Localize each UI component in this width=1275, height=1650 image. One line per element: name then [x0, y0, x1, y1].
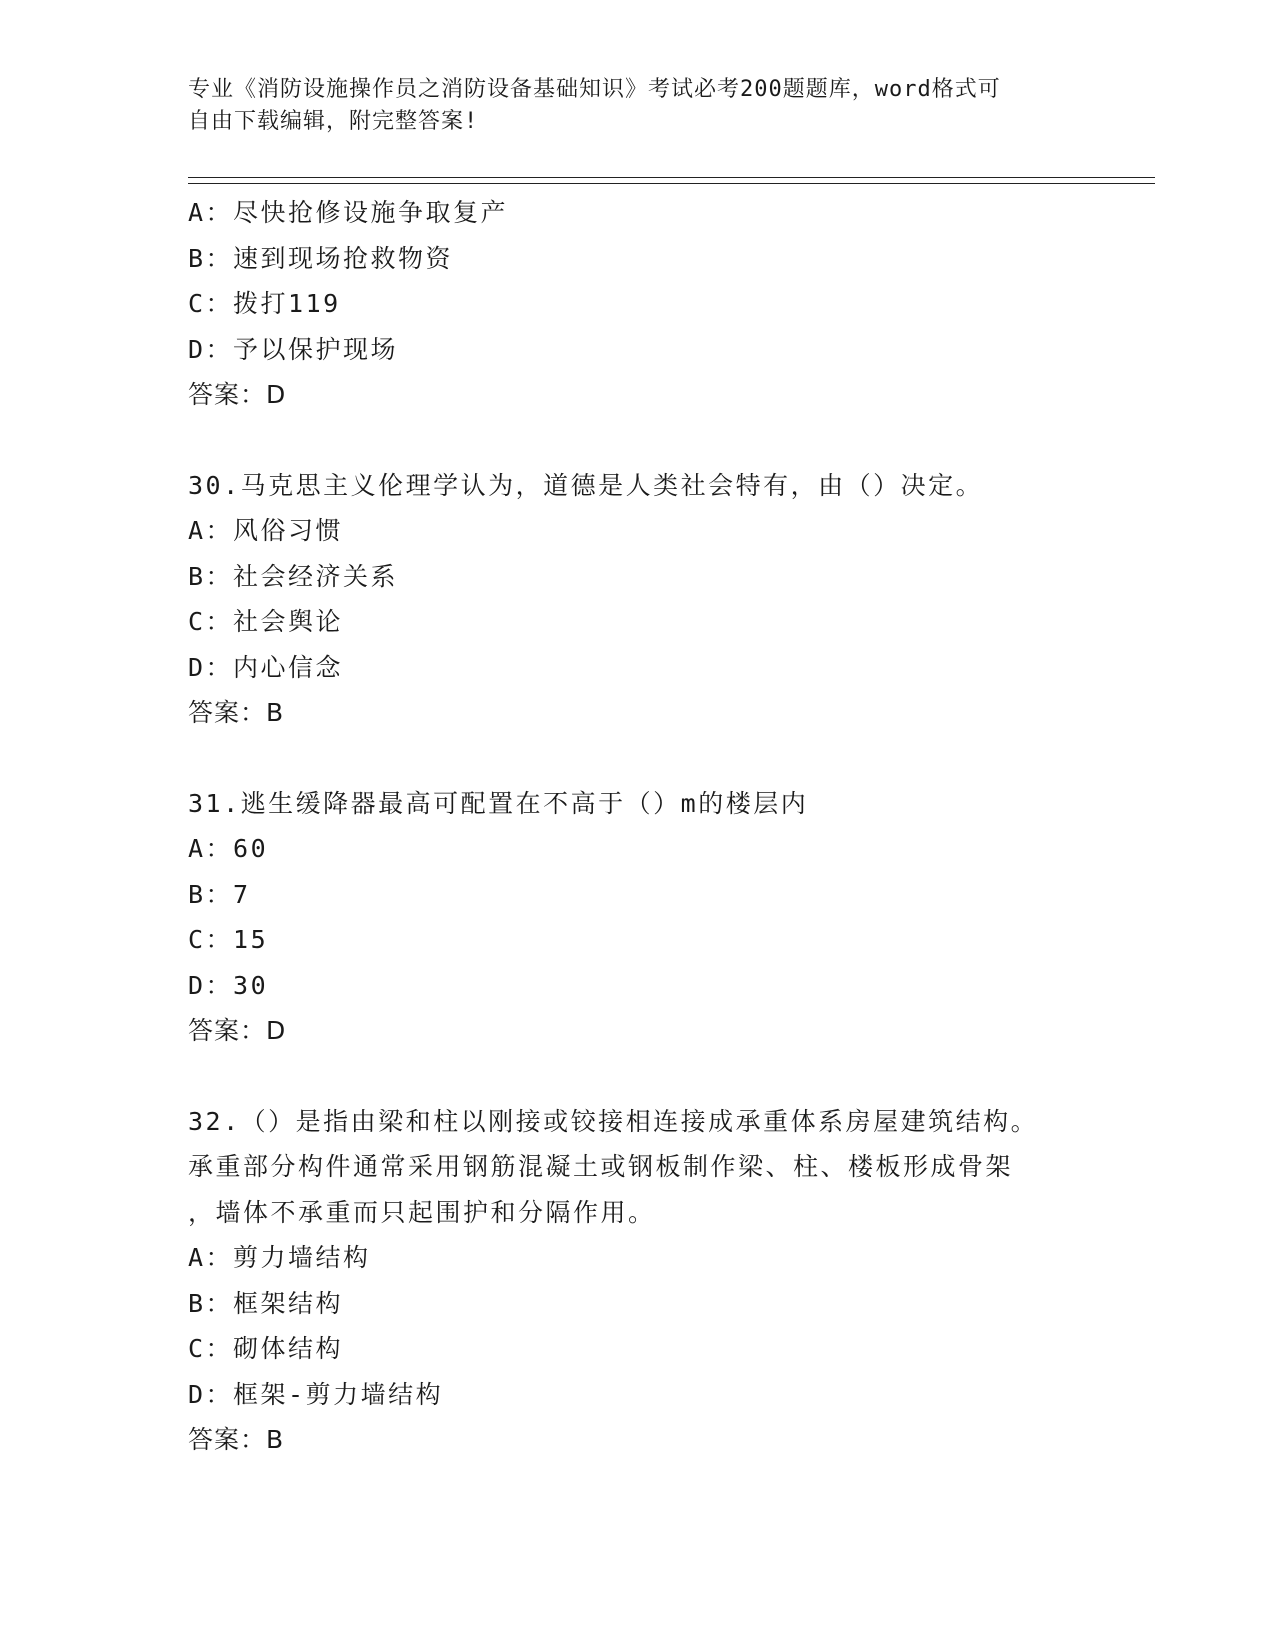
- question-block-29: [188, 190, 1148, 418]
- option-b: B：7: [188, 879, 251, 909]
- answer-line: 答案：D: [188, 1016, 287, 1045]
- option-b: B：框架结构: [188, 1288, 344, 1318]
- option-d: D：30: [188, 970, 269, 1000]
- option-d: D：框架-剪力墙结构: [188, 1379, 444, 1409]
- answer-line: 答案：B: [188, 1425, 285, 1454]
- document-header: [188, 74, 1088, 138]
- question-text: 30.马克思主义伦理学认为，道德是人类社会特有，由（）决定。: [188, 470, 984, 500]
- option-b: B：社会经济关系: [188, 561, 399, 591]
- spacer: [188, 736, 1148, 781]
- answer-line: 答案：D: [188, 380, 287, 409]
- answer-line: 答案：B: [188, 698, 285, 727]
- question-text-line-3: ，墙体不承重而只起围护和分隔作用。: [188, 1197, 656, 1227]
- spacer: [188, 418, 1148, 463]
- option-a: A：尽快抢修设施争取复产: [188, 198, 509, 227]
- question-block-31: [188, 781, 1148, 1054]
- option-c: C：15: [188, 925, 269, 954]
- header-divider-bottom: [188, 183, 1155, 184]
- option-a: A：60: [188, 834, 269, 863]
- question-list: [188, 190, 1148, 1463]
- header-line-1: 专业《消防设施操作员之消防设备基础知识》考试必考200题题库，word格式可: [188, 77, 1001, 102]
- option-d: D：予以保护现场: [188, 334, 399, 364]
- question-text-line-2: 承重部分构件通常采用钢筋混凝土或钢板制作梁、柱、楼板形成骨架: [188, 1152, 1014, 1181]
- question-text: 31.逃生缓降器最高可配置在不高于（）m的楼层内: [188, 788, 809, 818]
- option-d: D：内心信念: [188, 652, 344, 682]
- question-block-30: [188, 463, 1148, 736]
- spacer: [188, 1054, 1148, 1099]
- option-b: B：速到现场抢救物资: [188, 243, 454, 273]
- option-a: A：剪力墙结构: [188, 1243, 371, 1272]
- header-line-2: 自由下载编辑，附完整答案!: [188, 109, 479, 134]
- option-c: C：社会舆论: [188, 607, 344, 636]
- header-divider-top: [188, 177, 1155, 178]
- question-text-line-1: 32.（）是指由梁和柱以刚接或铰接相连接成承重体系房屋建筑结构。: [188, 1106, 1039, 1136]
- option-c: C：砌体结构: [188, 1334, 344, 1363]
- option-a: A：风俗习惯: [188, 516, 344, 545]
- option-c: C：拨打119: [188, 289, 341, 318]
- question-block-32: [188, 1099, 1148, 1463]
